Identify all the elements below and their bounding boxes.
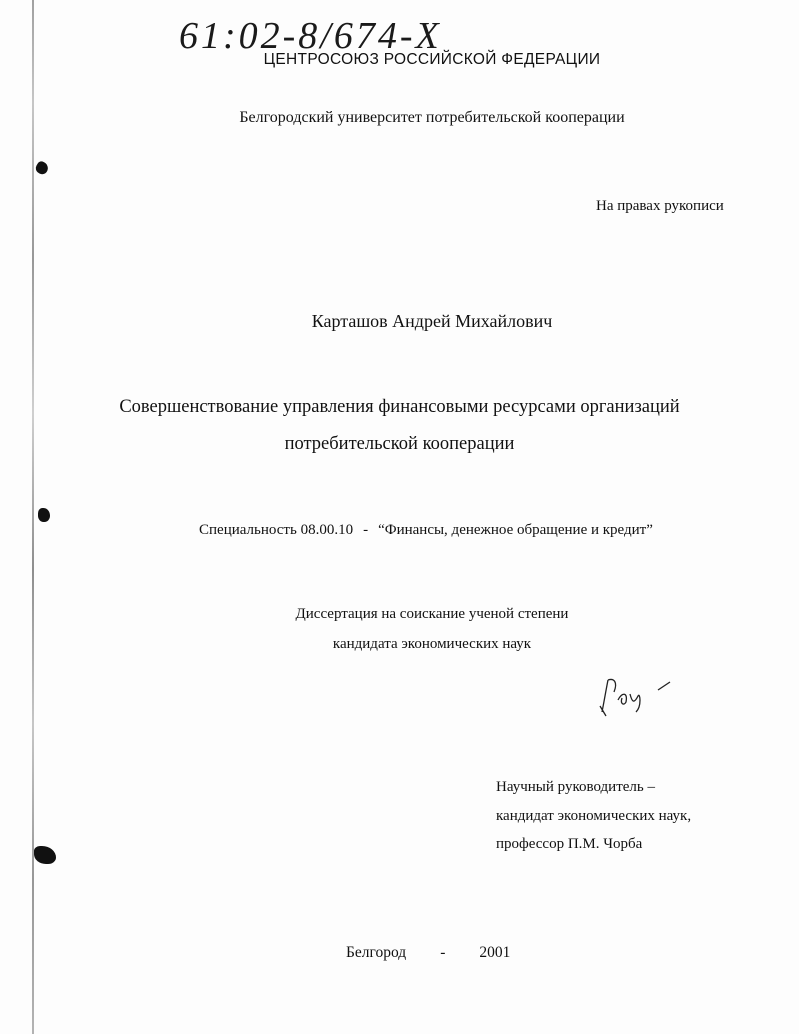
scan-edge-artifact xyxy=(32,0,34,1034)
publication-year: 2001 xyxy=(479,944,511,961)
specialty-name: “Финансы, денежное обращение и кредит” xyxy=(378,522,653,538)
advisor-title: Научный руководитель – xyxy=(496,779,655,795)
city-year-dash: - xyxy=(440,944,446,961)
advisor-degree: кандидат экономических наук, xyxy=(496,808,692,824)
organization-header: ЦЕНТРОСОЮЗ РОССИЙСКОЙ ФЕДЕРАЦИИ xyxy=(263,51,601,68)
author-name: Карташов Андрей Михайлович xyxy=(311,311,553,331)
dissertation-title-line-2: потребительской кооперации xyxy=(284,434,515,454)
university-name: Белгородский университет потребительской кооперации xyxy=(239,109,625,126)
degree-statement-line-1: Диссертация на соискание ученой степени xyxy=(295,606,569,622)
specialty-line xyxy=(199,522,653,539)
scan-blot-artifact xyxy=(38,508,50,522)
specialty-code: Специальность 08.00.10 xyxy=(199,522,354,538)
advisor-name: профессор П.М. Чорба xyxy=(496,836,643,852)
city-year-line xyxy=(346,944,510,962)
specialty-dash: - xyxy=(363,522,369,538)
archive-number-text: 61:02-8/674-X xyxy=(179,15,442,57)
scan-blot-artifact xyxy=(34,846,56,864)
handwritten-signature xyxy=(596,672,686,720)
manuscript-rights-note: На правах рукописи xyxy=(596,198,724,214)
city-name: Белгород xyxy=(346,944,407,961)
scan-blot-artifact xyxy=(34,160,50,176)
dissertation-title-line-1: Совершенствование управления финансовыми ресурсами организаций xyxy=(119,397,680,417)
degree-statement-line-2: кандидата экономических наук xyxy=(332,636,532,652)
